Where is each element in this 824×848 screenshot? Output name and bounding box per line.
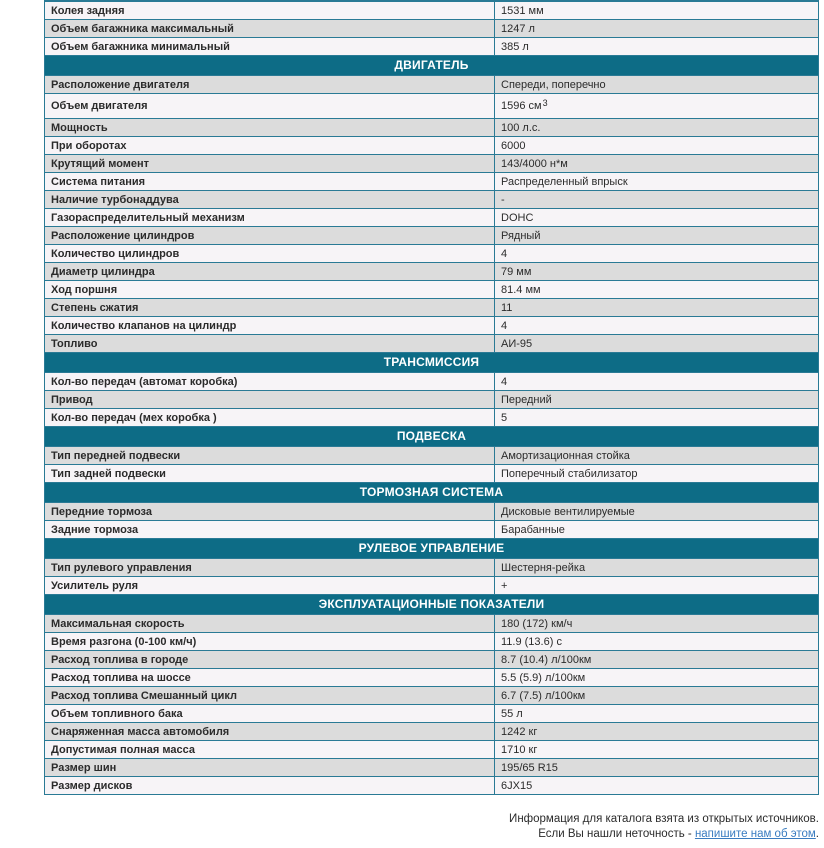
spec-label: Тип передней подвески: [45, 447, 495, 464]
spec-label: Объем топливного бака: [45, 705, 495, 722]
spec-label: Наличие турбонаддува: [45, 191, 495, 208]
spec-row: [45, 191, 818, 209]
spec-row: [45, 227, 818, 245]
spec-label: Колея задняя: [45, 2, 495, 19]
spec-row: [45, 687, 818, 705]
spec-row: [45, 299, 818, 317]
spec-row: [45, 263, 818, 281]
footer-line-2: [39, 827, 819, 842]
spec-row: [45, 373, 818, 391]
spec-value: 5.5 (5.9) л/100км: [501, 671, 586, 684]
spec-row: [45, 741, 818, 759]
spec-value: 6000: [501, 139, 526, 152]
spec-value: 6.7 (7.5) л/100км: [501, 689, 586, 702]
spec-label: Задние тормоза: [45, 521, 495, 538]
spec-row: [45, 94, 818, 119]
spec-row: [45, 447, 818, 465]
spec-label: Максимальная скорость: [45, 615, 495, 632]
spec-row: [45, 633, 818, 651]
spec-value: Передний: [501, 393, 552, 406]
section-header: ПОДВЕСКА: [45, 427, 818, 447]
spec-row: [45, 245, 818, 263]
spec-label: Снаряженная масса автомобиля: [45, 723, 495, 740]
spec-label: Привод: [45, 391, 495, 408]
spec-label: При оборотах: [45, 137, 495, 154]
spec-value: 195/65 R15: [501, 761, 558, 774]
spec-label: Объем багажника максимальный: [45, 20, 495, 37]
spec-value: 79 мм: [501, 265, 532, 278]
spec-row: [45, 281, 818, 299]
spec-value: 143/4000 н*м: [501, 157, 568, 170]
spec-value: 4: [501, 247, 508, 260]
spec-value: 1247 л: [501, 22, 535, 35]
spec-label: Тип задней подвески: [45, 465, 495, 482]
spec-table: [44, 0, 819, 795]
spec-value: АИ-95: [501, 337, 533, 350]
spec-row: [45, 173, 818, 191]
footer-line-2-period: .: [815, 828, 819, 840]
spec-value: 385 л: [501, 40, 529, 53]
spec-value-superscript: 3: [542, 97, 548, 108]
section-header: ТОРМОЗНАЯ СИСТЕМА: [45, 483, 818, 503]
spec-label: Кол-во передач (автомат коробка): [45, 373, 495, 390]
spec-value: Барабанные: [501, 523, 565, 536]
spec-label: Ход поршня: [45, 281, 495, 298]
spec-label: Степень сжатия: [45, 299, 495, 316]
spec-value: Спереди, поперечно: [501, 78, 606, 91]
spec-value: 81.4 мм: [501, 283, 541, 296]
spec-label: Расход топлива Смешанный цикл: [45, 687, 495, 704]
spec-row: [45, 317, 818, 335]
spec-value: DOHC: [501, 211, 534, 224]
section-header: РУЛЕВОЕ УПРАВЛЕНИЕ: [45, 539, 818, 559]
spec-label: Расход топлива в городе: [45, 651, 495, 668]
spec-label: Расположение цилиндров: [45, 227, 495, 244]
spec-label: Усилитель руля: [45, 577, 495, 594]
spec-row: [45, 335, 818, 353]
spec-row: [45, 155, 818, 173]
spec-row: [45, 20, 818, 38]
section-header: ДВИГАТЕЛЬ: [45, 56, 818, 76]
spec-label: Передние тормоза: [45, 503, 495, 520]
spec-label: Кол-во передач (мех коробка ): [45, 409, 495, 426]
spec-label: Расположение двигателя: [45, 76, 495, 93]
spec-label: Газораспределительный механизм: [45, 209, 495, 226]
section-header: ТРАНСМИССИЯ: [45, 353, 818, 373]
spec-label: Крутящий момент: [45, 155, 495, 172]
spec-row: [45, 777, 818, 794]
section-header: ЭКСПЛУАТАЦИОННЫЕ ПОКАЗАТЕЛИ: [45, 595, 818, 615]
spec-row: [45, 38, 818, 56]
spec-value: Шестерня-рейка: [501, 561, 586, 574]
spec-value: 4: [501, 375, 508, 388]
spec-row: [45, 409, 818, 427]
spec-value: Распределенный впрыск: [501, 175, 628, 188]
spec-value: Амортизационная стойка: [501, 449, 630, 462]
spec-value: +: [501, 579, 508, 592]
spec-row: [45, 2, 818, 20]
footer-note: [39, 812, 819, 842]
spec-label: Количество клапанов на цилиндр: [45, 317, 495, 334]
spec-label: Допустимая полная масса: [45, 741, 495, 758]
footer-line-2-text: Если Вы нашли неточность -: [538, 828, 695, 840]
footer-line-1: Информация для каталога взята из открытых источников.: [509, 813, 819, 825]
spec-value: 11: [501, 301, 513, 314]
spec-row: [45, 76, 818, 94]
spec-value: Поперечный стабилизатор: [501, 467, 638, 480]
report-error-link[interactable]: напишите нам об этом: [694, 828, 816, 840]
spec-label: Топливо: [45, 335, 495, 352]
spec-row: [45, 723, 818, 741]
spec-label: Время разгона (0-100 км/ч): [45, 633, 495, 650]
spec-value: 11.9 (13.6) с: [501, 635, 562, 648]
spec-row: [45, 465, 818, 483]
spec-label: Объем двигателя: [45, 94, 495, 118]
spec-label: Мощность: [45, 119, 495, 136]
spec-label: Диаметр цилиндра: [45, 263, 495, 280]
spec-value: Дисковые вентилируемые: [501, 505, 635, 518]
spec-value: 55 л: [501, 707, 523, 720]
spec-label: Тип рулевого управления: [45, 559, 495, 576]
spec-value: 4: [501, 319, 508, 332]
spec-value: 6JX15: [501, 779, 533, 792]
spec-row: [45, 503, 818, 521]
spec-label: Расход топлива на шоссе: [45, 669, 495, 686]
spec-row: [45, 137, 818, 155]
spec-value: 100 л.с.: [501, 121, 541, 134]
spec-row: [45, 651, 818, 669]
spec-label: Размер дисков: [45, 777, 495, 794]
spec-label: Размер шин: [45, 759, 495, 776]
spec-row: [45, 615, 818, 633]
spec-value: Рядный: [501, 229, 541, 242]
spec-row: [45, 119, 818, 137]
spec-row: [45, 705, 818, 723]
spec-value: 1596 см 3: [501, 97, 548, 112]
spec-label: Система питания: [45, 173, 495, 190]
spec-row: [45, 759, 818, 777]
spec-value: 5: [501, 411, 508, 424]
spec-row: [45, 209, 818, 227]
spec-value: -: [501, 193, 505, 206]
spec-row: [45, 577, 818, 595]
spec-value: 180 (172) км/ч: [501, 617, 573, 630]
spec-row: [45, 521, 818, 539]
spec-row: [45, 669, 818, 687]
spec-row: [45, 559, 818, 577]
spec-value: 1242 кг: [501, 725, 538, 738]
spec-value: 1710 кг: [501, 743, 538, 756]
spec-value: 8.7 (10.4) л/100км: [501, 653, 592, 666]
spec-label: Объем багажника минимальный: [45, 38, 495, 55]
spec-label: Количество цилиндров: [45, 245, 495, 262]
spec-value: 1531 мм: [501, 4, 544, 17]
spec-row: [45, 391, 818, 409]
